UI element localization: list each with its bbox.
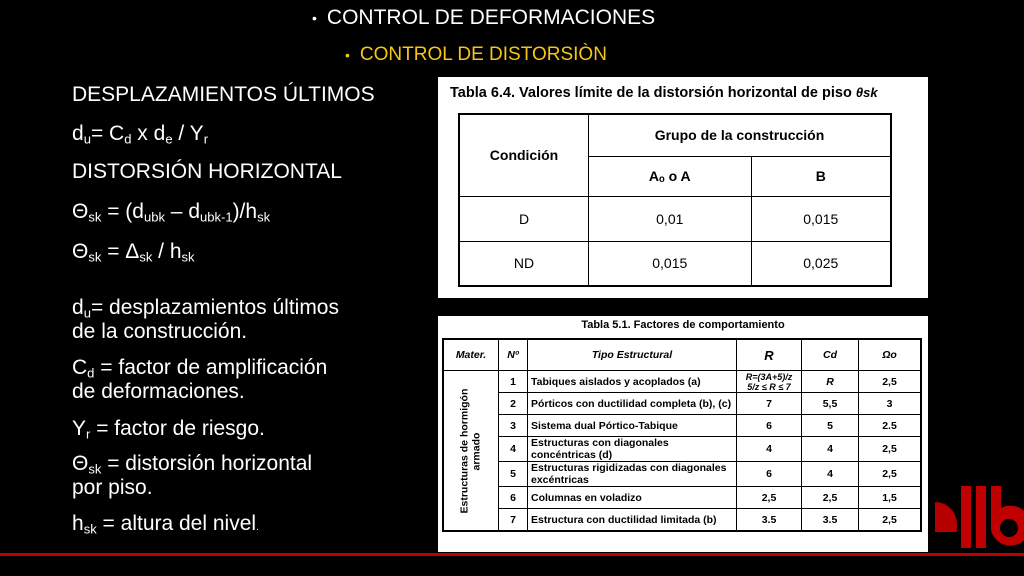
cell: Estructuras rigidizadas con diagonales excéntricas (528, 462, 737, 487)
table-6-4 (458, 113, 892, 287)
cell: Sistema dual Pórtico-Tabique (528, 415, 737, 437)
table-5-1 (442, 338, 922, 532)
table-row (443, 462, 921, 487)
table-row (443, 393, 921, 415)
cell: 3 (859, 393, 922, 415)
cell: 2,5 (859, 509, 922, 532)
cell: 1,5 (859, 487, 922, 509)
def-hsk: $h_{sk}$ = altura del nivel. (72, 512, 259, 537)
cell: 4 (802, 462, 859, 487)
cell: 2,5 (737, 487, 802, 509)
cell: 0,015 (751, 196, 891, 241)
formula-du: $d_u= C_d$ x $d_e / Y_r$ (72, 122, 209, 147)
cell: 7 (499, 509, 528, 532)
header-mater: Mater. (443, 339, 499, 371)
table-5-1-title: Tabla 5.1. Factores de comportamiento (581, 319, 785, 331)
header-b: B (751, 156, 891, 196)
cell: 2,5 (802, 487, 859, 509)
cell: 3.5 (737, 509, 802, 532)
cell: 5,5 (802, 393, 859, 415)
line-distorsion: DISTORSIÓN HORIZONTAL (72, 160, 342, 183)
brand-logo-icon (935, 480, 1024, 552)
cell: 3 (499, 415, 528, 437)
sub-heading-text: CONTROL DE DISTORSIÒN (359, 44, 607, 65)
header-cd: Cd (802, 339, 859, 371)
cell: 7 (737, 393, 802, 415)
cell: R=(3A+5)/z 5/z ≤ R ≤ 7 (737, 371, 802, 393)
table-5-1-image (438, 316, 928, 552)
cell: 2 (499, 393, 528, 415)
cell: Estructura con ductilidad limitada (b) (528, 509, 737, 532)
main-heading-text: CONTROL DE DEFORMACIONES (326, 6, 656, 29)
header-condicion: Condición (459, 114, 589, 196)
cell: 4 (802, 437, 859, 462)
cell: Columnas en voladizo (528, 487, 737, 509)
header-tipo: Tipo Estructural (528, 339, 737, 371)
table-6-4-image (438, 77, 928, 298)
cell: 2,5 (859, 371, 922, 393)
cell: 2,5 (859, 462, 922, 487)
cell: D (459, 196, 589, 241)
formula-theta1: $\Theta_{sk} = (d_{ubk} - d_{ubk-1})/h_{sk}$ (72, 200, 271, 225)
cell: 4 (499, 437, 528, 462)
bottom-rule (0, 553, 1024, 556)
def-theta: $\Theta_{sk}$ = distorsión horizontal por piso. (72, 452, 313, 499)
cell: Estructuras con diagonales concéntricas (d) (528, 437, 737, 462)
cell: 1 (499, 371, 528, 393)
material-label: Estructuras de hormigón armado (443, 371, 499, 532)
cell: 2.5 (859, 415, 922, 437)
def-du: $d_u=$ desplazamientos últimos de la construcción. (72, 296, 339, 343)
cell: 6 (499, 487, 528, 509)
table-row (443, 487, 921, 509)
table-row (443, 371, 921, 393)
header-a: Aₒ o A (589, 156, 752, 196)
cell: 6 (737, 462, 802, 487)
line-desplazamientos: DESPLAZAMIENTOS ÚLTIMOS (72, 83, 375, 106)
def-cd: $C_d$ = factor de amplificación de deformaciones. (72, 356, 328, 403)
table-6-4-title: Tabla 6.4. Valores límite de la distorsión horizontal de piso θsk (450, 85, 878, 101)
table-row (443, 437, 921, 462)
def-yr: $Y_r$ = factor de riesgo. (72, 417, 265, 442)
formula-theta2: $\Theta_{sk} = \Delta_{sk} / h_{sk}$ (72, 240, 195, 265)
cell: 0,015 (589, 241, 752, 286)
cell: R (802, 371, 859, 393)
header-r: R (737, 339, 802, 371)
cell: ND (459, 241, 589, 286)
cell: Pórticos con ductilidad completa (b), (c) (528, 393, 737, 415)
main-heading: • CONTROL DE DEFORMACIONES (312, 6, 656, 29)
table-row (443, 415, 921, 437)
cell: 0,025 (751, 241, 891, 286)
sub-heading: • CONTROL DE DISTORSIÒN (345, 44, 607, 65)
cell: 6 (737, 415, 802, 437)
cell: 2,5 (859, 437, 922, 462)
cell: 5 (802, 415, 859, 437)
cell: 3.5 (802, 509, 859, 532)
cell: 5 (499, 462, 528, 487)
header-no: Nº (499, 339, 528, 371)
header-omega: Ωo (859, 339, 922, 371)
cell: 4 (737, 437, 802, 462)
header-grupo: Grupo de la construcción (589, 114, 892, 156)
cell: 0,01 (589, 196, 752, 241)
cell: Tabiques aislados y acoplados (a) (528, 371, 737, 393)
table-row (443, 509, 921, 532)
